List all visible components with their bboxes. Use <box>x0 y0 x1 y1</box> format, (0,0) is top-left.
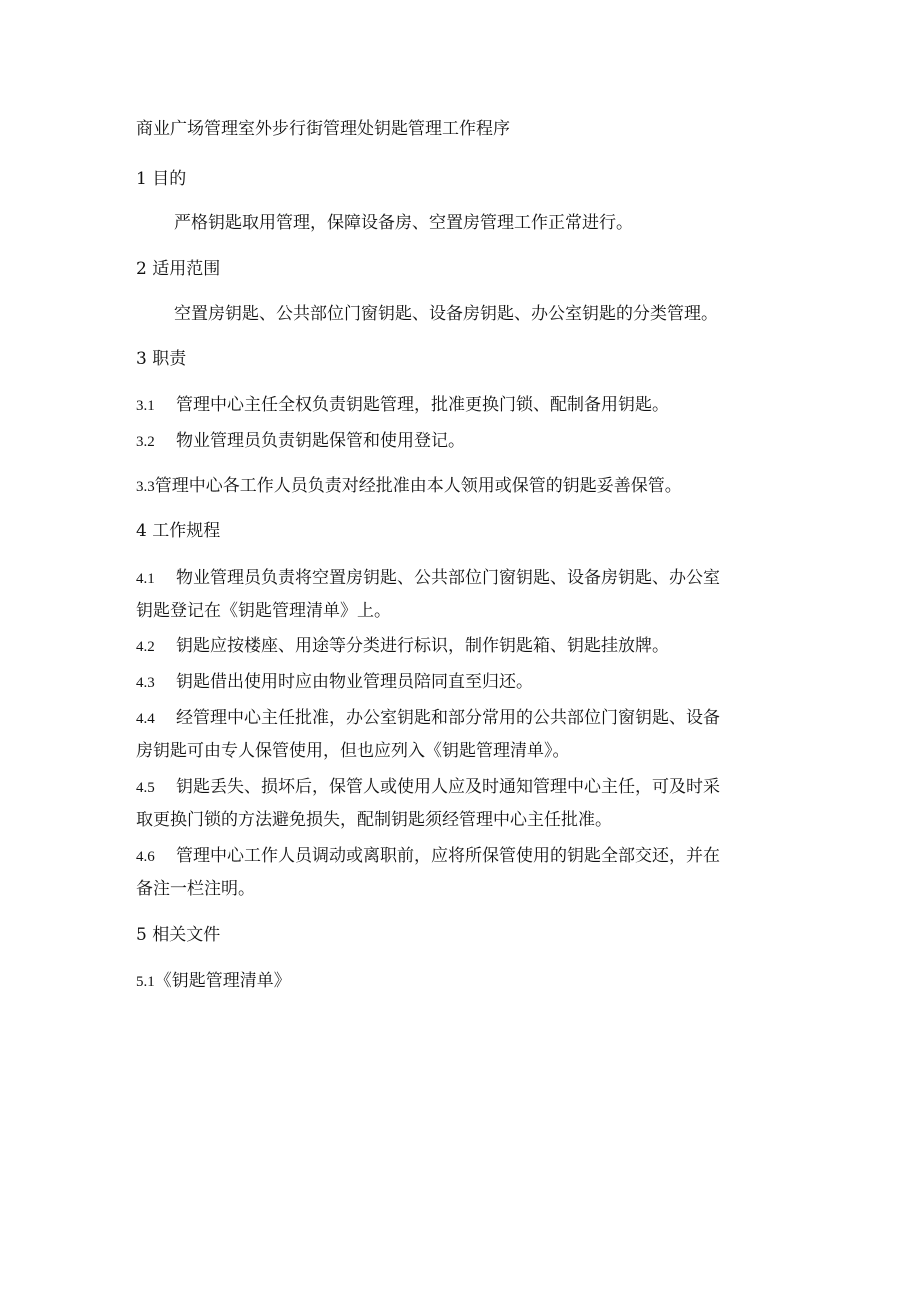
procedure-item-number: 4.6 <box>136 849 155 865</box>
procedure-item-text: 管理中心工作人员调动或离职前，应将所保管使用的钥匙全部交还，并在 <box>176 846 720 866</box>
procedure-item-text: 钥匙丢失、损坏后，保管人或使用人应及时通知管理中心主任，可及时采 <box>176 777 720 797</box>
section-body-purpose: 严格钥匙取用管理，保障设备房、空置房管理工作正常进行。 <box>174 213 633 233</box>
duty-item-number: 3.3 <box>136 479 155 495</box>
procedure-item-text: 钥匙应按楼座、用途等分类进行标识，制作钥匙箱、钥匙挂放牌。 <box>176 636 669 656</box>
procedure-item <box>136 775 786 800</box>
duty-item <box>136 474 786 499</box>
procedure-item-text: 钥匙借出使用时应由物业管理员陪同直至归还。 <box>176 672 533 692</box>
procedure-item <box>136 844 786 869</box>
section-heading-related-documents: 5 相关文件 <box>136 925 221 945</box>
duty-item <box>136 393 786 418</box>
duty-item-text: 管理中心各工作人员负责对经批准由本人领用或保管的钥匙妥善保管。 <box>154 476 682 496</box>
procedure-item <box>136 706 786 731</box>
duty-item-number: 3.2 <box>136 434 155 450</box>
duty-item-number: 3.1 <box>136 398 155 414</box>
procedure-item <box>136 566 786 591</box>
procedure-item-continuation: 钥匙登记在《钥匙管理清单》上。 <box>136 601 391 621</box>
procedure-item-number: 4.4 <box>136 711 155 727</box>
duty-item-text: 物业管理员负责钥匙保管和使用登记。 <box>176 431 465 451</box>
procedure-item <box>136 670 786 695</box>
procedure-item-number: 4.3 <box>136 675 155 691</box>
procedure-item-text: 经管理中心主任批准，办公室钥匙和部分常用的公共部位门窗钥匙、设备 <box>176 708 720 728</box>
section-heading-procedures: 4 工作规程 <box>136 521 221 541</box>
section-heading-duties: 3 职责 <box>136 349 187 369</box>
procedure-item-number: 4.2 <box>136 639 155 655</box>
procedure-item-number: 4.5 <box>136 780 155 796</box>
duty-item <box>136 429 786 454</box>
related-document-number: 5.1 <box>136 974 155 990</box>
procedure-item <box>136 634 786 659</box>
related-document-item <box>136 969 786 994</box>
duty-item-text: 管理中心主任全权负责钥匙管理，批准更换门锁、配制备用钥匙。 <box>176 395 669 415</box>
section-body-scope: 空置房钥匙、公共部位门窗钥匙、设备房钥匙、办公室钥匙的分类管理。 <box>174 304 718 324</box>
procedure-item-number: 4.1 <box>136 571 155 587</box>
procedure-item-continuation: 取更换门锁的方法避免损失，配制钥匙须经管理中心主任批准。 <box>136 810 612 830</box>
procedure-item-text: 物业管理员负责将空置房钥匙、公共部位门窗钥匙、设备房钥匙、办公室 <box>176 568 720 588</box>
section-heading-scope: 2 适用范围 <box>136 259 221 279</box>
procedure-item-continuation: 房钥匙可由专人保管使用，但也应列入《钥匙管理清单》。 <box>136 741 570 761</box>
related-document-text: 《钥匙管理清单》 <box>154 971 291 991</box>
document-title: 商业广场管理室外步行街管理处钥匙管理工作程序 <box>136 119 510 139</box>
procedure-item-continuation: 备注一栏注明。 <box>136 879 255 899</box>
section-heading-purpose: 1 目的 <box>136 169 187 189</box>
